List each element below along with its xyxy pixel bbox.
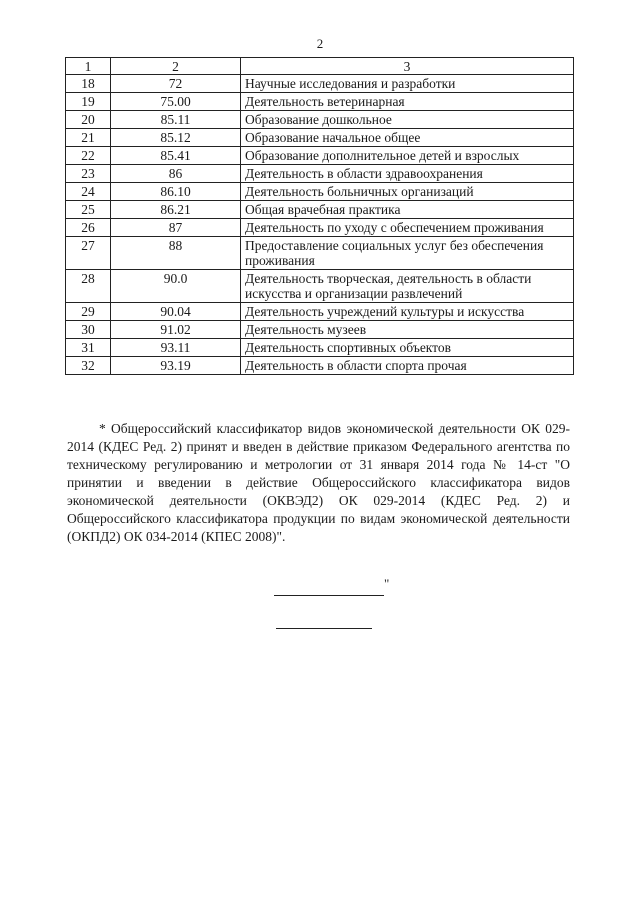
table-row (66, 183, 574, 201)
table-row (66, 111, 574, 129)
table-row (66, 129, 574, 147)
row-code: 85.12 (111, 129, 241, 147)
row-number: 32 (66, 357, 111, 375)
table-row (66, 201, 574, 219)
row-number: 26 (66, 219, 111, 237)
row-number: 22 (66, 147, 111, 165)
header-col-3: 3 (241, 58, 574, 75)
row-code: 93.11 (111, 339, 241, 357)
row-activity-name: Научные исследования и разработки (241, 75, 574, 93)
row-number: 27 (66, 237, 111, 270)
table-row (66, 339, 574, 357)
row-number: 18 (66, 75, 111, 93)
row-code: 91.02 (111, 321, 241, 339)
row-activity-name: Образование начальное общее (241, 129, 574, 147)
row-activity-name: Деятельность учреждений культуры и искусства (241, 303, 574, 321)
row-number: 31 (66, 339, 111, 357)
closing-line (274, 577, 384, 596)
row-activity-name: Деятельность в области здравоохранения (241, 165, 574, 183)
separator-line (276, 628, 372, 629)
row-activity-name: Деятельность по уходу с обеспечением проживания (241, 219, 574, 237)
table-row (66, 219, 574, 237)
row-number: 21 (66, 129, 111, 147)
row-code: 90.04 (111, 303, 241, 321)
row-number: 25 (66, 201, 111, 219)
row-code: 88 (111, 237, 241, 270)
row-number: 20 (66, 111, 111, 129)
table-row (66, 75, 574, 93)
table-row (66, 147, 574, 165)
row-number: 30 (66, 321, 111, 339)
row-code: 85.41 (111, 147, 241, 165)
row-activity-name: Деятельность спортивных объектов (241, 339, 574, 357)
table-row (66, 321, 574, 339)
table-row (66, 303, 574, 321)
table-body (66, 58, 574, 375)
row-activity-name: Образование дошкольное (241, 111, 574, 129)
row-activity-name: Деятельность больничных организаций (241, 183, 574, 201)
row-activity-name: Деятельность ветеринарная (241, 93, 574, 111)
closing-quote-mark: " (384, 576, 390, 591)
row-activity-name: Деятельность музеев (241, 321, 574, 339)
table-header-row (66, 58, 574, 75)
header-col-2: 2 (111, 58, 241, 75)
row-number: 23 (66, 165, 111, 183)
row-code: 90.0 (111, 270, 241, 303)
table-row (66, 237, 574, 270)
table-row (66, 93, 574, 111)
row-code: 86.10 (111, 183, 241, 201)
table-row (66, 357, 574, 375)
row-number: 19 (66, 93, 111, 111)
row-activity-name: Образование дополнительное детей и взрослых (241, 147, 574, 165)
activity-codes-table (65, 57, 574, 375)
header-col-1: 1 (66, 58, 111, 75)
table-row (66, 165, 574, 183)
row-code: 87 (111, 219, 241, 237)
row-activity-name: Предоставление социальных услуг без обеспечения проживания (241, 237, 574, 270)
page-number: 2 (316, 36, 324, 51)
row-activity-name: Деятельность в области спорта прочая (241, 357, 574, 375)
row-code: 93.19 (111, 357, 241, 375)
row-code: 85.11 (111, 111, 241, 129)
row-code: 75.00 (111, 93, 241, 111)
table-row (66, 270, 574, 303)
row-code: 86.21 (111, 201, 241, 219)
footnote-text: * Общероссийский классификатор видов экономической деятельности ОК 029-2014 (КДЕС Ред. 2) принят и введен в действие приказом Федерального агентства по техническому регулированию и метрологии от 31 января 2014 года № 14-ст "О принятии и введении в действие Общероссийского классификатора видов экономической деятельности (ОКВЭД2) ОК 029-2014 (КДЕС Ред. 2) и Общероссийского классификатора продукции по видам экономической деятельности (ОКПД2) ОК 034-2014 (КПЕС 2008)". (67, 421, 570, 544)
row-number: 29 (66, 303, 111, 321)
row-code: 72 (111, 75, 241, 93)
row-number: 28 (66, 270, 111, 303)
row-activity-name: Деятельность творческая, деятельность в области искусства и организации развлечений (241, 270, 574, 303)
row-activity-name: Общая врачебная практика (241, 201, 574, 219)
row-number: 24 (66, 183, 111, 201)
row-code: 86 (111, 165, 241, 183)
